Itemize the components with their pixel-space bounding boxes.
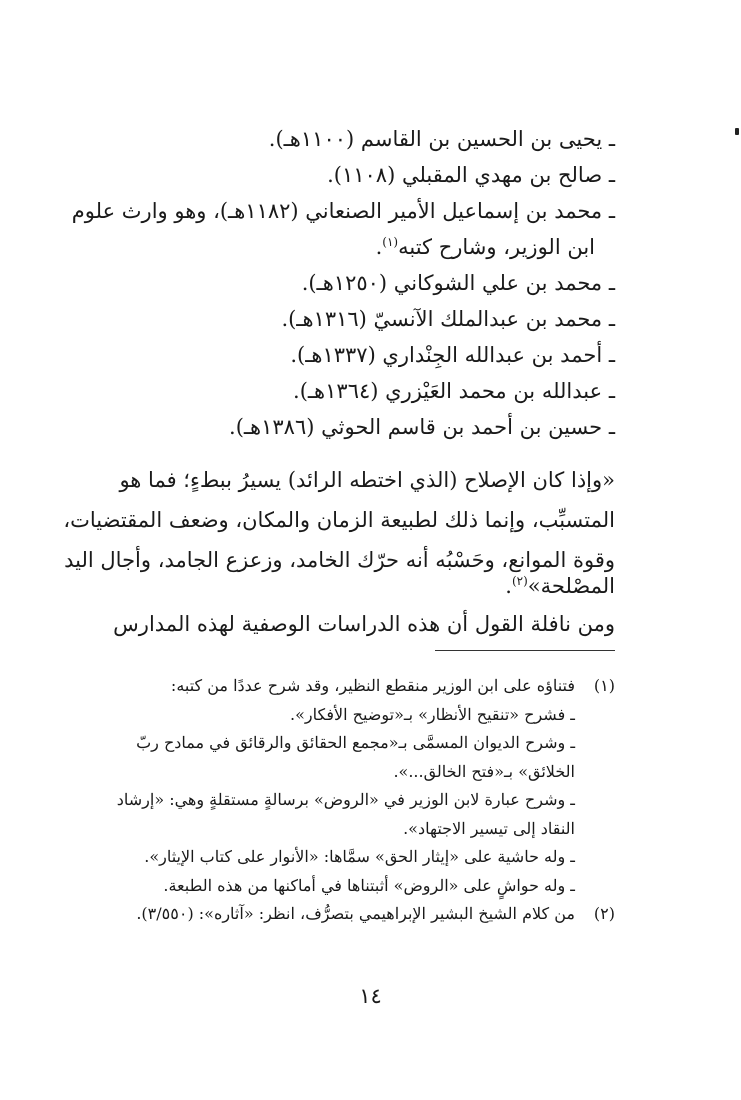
footnote-body [125, 900, 575, 929]
footnote-number: (١) [593, 676, 615, 695]
footnote-line: ـ وشرح الديوان المسمَّى بـ«مجمع الحقائق والرقائق في ممادح ربّ [136, 733, 575, 752]
footnote-divider [435, 650, 615, 651]
footnote-line: ـ وله حاشية على «إيثار الحق» سمَّاها: «الأنوار على كتاب الإيثار». [144, 847, 575, 866]
list-item: ـ أحمد بن عبدالله الجِنْداري (١٣٣٧هـ). [290, 343, 615, 367]
footnote-line: ـ وله حواشٍ على «الروض» أثبتناها في أماكنها من هذه الطبعة. [163, 875, 575, 895]
list-item: ـ محمد بن عبدالملك الآنسيّ (١٣١٦هـ). [281, 307, 615, 331]
footnote-1 [116, 672, 615, 900]
footnote-number: (٢) [593, 904, 615, 923]
footnote-ref: (١) [382, 235, 399, 249]
footnote-line: فتناؤه على ابن الوزير منقطع النظير، وقد شرح عددًا من كتبه: [170, 676, 575, 695]
list-item: ـ عبدالله بن محمد العَيْزري (١٣٦٤هـ). [293, 379, 615, 403]
footnote-line: النقاد إلى تيسير الاجتهاد». [403, 818, 575, 838]
quote-paragraph [63, 460, 615, 580]
quote-line: «وإذا كان الإصلاح (الذي اختطه الرائد) يسيرُ ببطءٍ؛ فما هو [119, 468, 615, 492]
list-item-continuation: ابن الوزير، وشارح كتبه$^{(١)}$. [375, 235, 595, 259]
list-item: ـ محمد بن إسماعيل الأمير الصنعاني (١١٨٢هـ)، وهو وارث علوم [71, 199, 615, 223]
page-number: ١٤ [359, 984, 382, 1008]
margin-mark [735, 128, 739, 135]
list-item: ـ يحيى بن الحسين بن القاسم (١١٠٠هـ). [268, 127, 615, 151]
footnote-line: ـ وشرح عبارة لابن الوزير في «الروض» برسالةٍ مستقلةٍ وهي: «إرشاد [116, 790, 575, 809]
footnote-body [116, 672, 575, 900]
footnote-line: من كلام الشيخ البشير الإبراهيمي بتصرُّف، انظر: «آثاره»: (٣/٥٥٠). [136, 904, 575, 923]
closing-paragraph: ومن نافلة القول أن هذه الدراسات الوصفية لهذه المدارس [113, 612, 615, 636]
quote-line: وقوة الموانع، وحَسْبُه أنه حرّك الخامد، وزعزع الجامد، وأجال اليد [64, 548, 615, 572]
footnote-ref: (٢) [511, 574, 528, 588]
list-item: ـ محمد بن علي الشوكاني (١٢٥٠هـ). [301, 271, 615, 295]
footnote-line: ـ فشرح «تنقيح الأنظار» بـ«توضيح الأفكار». [290, 704, 575, 724]
footnote-line: الخلائق» بـ«فتح الخالق...». [393, 761, 575, 781]
scholars-list [71, 121, 615, 445]
quote-line: المتسبِّب، وإنما ذلك لطبيعة الزمان والمكان، وضعف المقتضيات، [63, 508, 615, 532]
quote-last-line: المصْلحة»$^{(٢)}$. [505, 574, 615, 598]
list-item: ـ صالح بن مهدي المقبلي (١١٠٨). [327, 163, 615, 187]
footnote-2 [125, 900, 615, 929]
list-item: ـ حسين بن أحمد بن قاسم الحوثي (١٣٨٦هـ). [229, 415, 615, 439]
footnotes [116, 672, 615, 929]
